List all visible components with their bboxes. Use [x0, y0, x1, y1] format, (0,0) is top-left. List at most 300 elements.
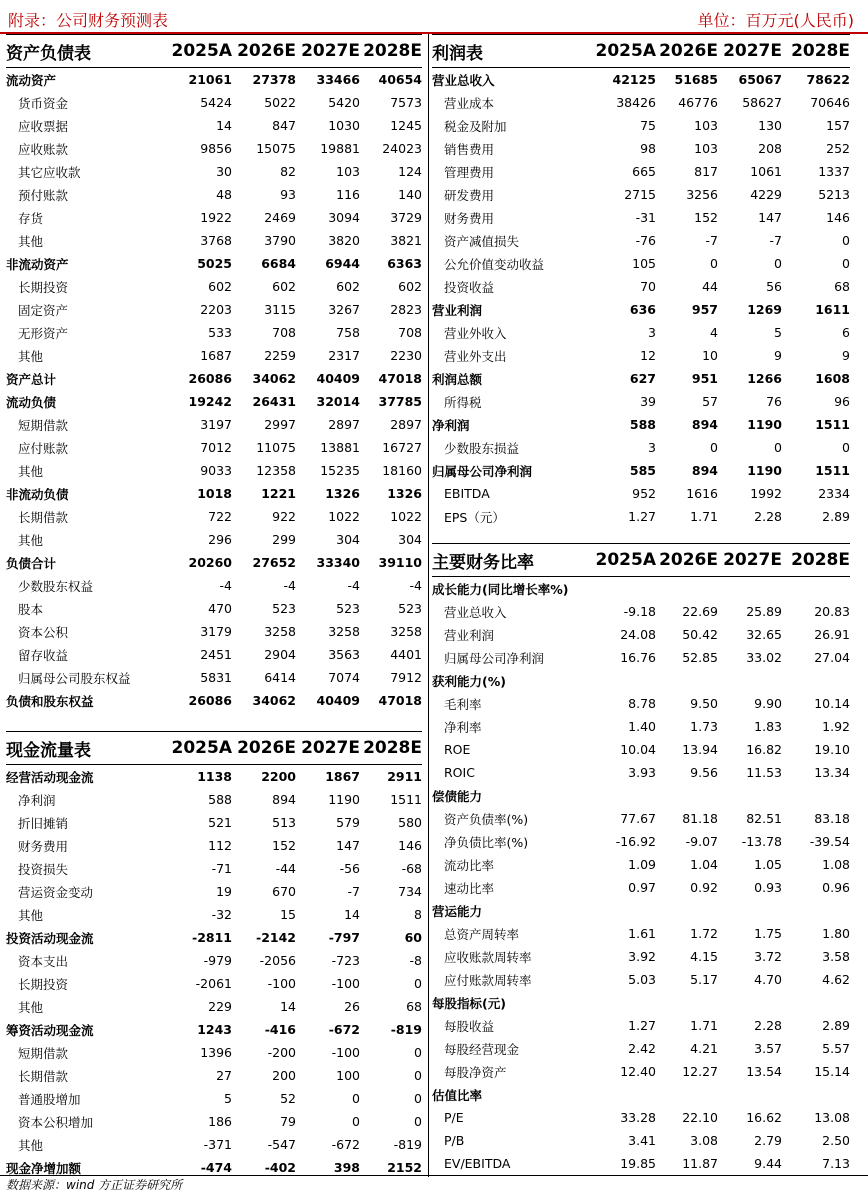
value-cell — [718, 669, 782, 692]
page-header — [0, 0, 868, 34]
value-cell: 22.10 — [682, 1110, 718, 1125]
value-cell: 19242 — [188, 394, 232, 409]
value-cell: 186 — [208, 1114, 232, 1129]
row-label: 每股净资产 — [444, 1064, 507, 1080]
row-label: 偿债能力 — [432, 788, 483, 804]
value-cell: 734 — [398, 884, 422, 899]
value-cell: 46776 — [678, 95, 718, 110]
row-label: 每股经营现金 — [444, 1041, 520, 1057]
value-cell: 10 — [702, 348, 718, 363]
value-cell: 5.17 — [690, 972, 718, 987]
value-cell: 5 — [224, 1091, 232, 1106]
value-cell: 37785 — [378, 394, 422, 409]
value-cell: 58627 — [742, 95, 782, 110]
value-cell — [656, 899, 718, 922]
value-cell: 3258 — [390, 624, 422, 639]
year-header: 2028E — [782, 35, 850, 68]
value-cell: 22.69 — [682, 604, 718, 619]
row-label: 其他 — [18, 532, 44, 548]
row-label: 其他 — [18, 463, 44, 479]
row-label: 普通股增加 — [18, 1091, 81, 1107]
value-cell: 523 — [272, 601, 296, 616]
table-row — [432, 945, 850, 968]
value-cell: 10.14 — [814, 696, 850, 711]
value-cell: 8.78 — [628, 696, 656, 711]
row-label: 净负债比率(%) — [444, 834, 529, 850]
table-row — [6, 229, 422, 252]
value-cell: -32 — [211, 907, 232, 922]
row-label: 流动资产 — [6, 72, 57, 88]
table-row — [6, 834, 422, 857]
value-cell: 1266 — [747, 371, 782, 386]
value-cell: 40409 — [316, 693, 360, 708]
value-cell: 5025 — [197, 256, 232, 271]
row-label: 折旧摊销 — [18, 815, 69, 831]
table-row — [432, 669, 850, 692]
table-row — [432, 229, 850, 252]
row-label: 获利能力(%) — [432, 673, 506, 689]
value-cell: 0 — [414, 1068, 422, 1083]
value-cell: -13.78 — [741, 834, 782, 849]
value-cell — [782, 991, 850, 1014]
row-label: 应收账款 — [18, 141, 69, 157]
value-cell: 579 — [336, 815, 360, 830]
value-cell: 7912 — [390, 670, 422, 685]
value-cell: 9033 — [200, 463, 232, 478]
value-cell: -8 — [409, 953, 422, 968]
row-label: 投资活动现金流 — [6, 930, 94, 946]
table-row — [6, 68, 422, 92]
row-label: 预付账款 — [18, 187, 69, 203]
row-label: 公允价值变动收益 — [444, 256, 545, 272]
value-cell: 60 — [404, 930, 422, 945]
value-cell: 1018 — [197, 486, 232, 501]
table-row — [432, 646, 850, 669]
row-label: 少数股东权益 — [18, 578, 94, 594]
value-cell — [718, 899, 782, 922]
table-title: 资产负债表 — [6, 35, 170, 68]
value-cell: 9.50 — [690, 696, 718, 711]
table-row — [6, 482, 422, 505]
row-label: 资产减值损失 — [444, 233, 520, 249]
value-cell: 38426 — [616, 95, 656, 110]
value-cell: 1.71 — [690, 1018, 718, 1033]
row-label: 营运能力 — [432, 903, 483, 919]
value-cell: 18160 — [382, 463, 422, 478]
value-cell: 103 — [694, 141, 718, 156]
value-cell: 1.92 — [822, 719, 850, 734]
value-cell: 5213 — [818, 187, 850, 202]
value-cell: 33466 — [316, 72, 360, 87]
value-cell: -9.07 — [685, 834, 718, 849]
table-row — [6, 114, 422, 137]
value-cell: 0.92 — [690, 880, 718, 895]
value-cell: 13881 — [320, 440, 360, 455]
value-cell: 1326 — [387, 486, 422, 501]
table-row — [6, 788, 422, 811]
table-row — [6, 857, 422, 880]
value-cell: 1.40 — [628, 719, 656, 734]
value-cell: 1867 — [325, 769, 360, 784]
value-cell: 26431 — [252, 394, 296, 409]
row-label: 营业利润 — [432, 302, 483, 318]
value-cell: 2.79 — [754, 1133, 782, 1148]
value-cell: 3258 — [328, 624, 360, 639]
row-label: ROIC — [444, 765, 475, 780]
row-label: 净利率 — [444, 719, 482, 735]
row-label: 资产负债率(%) — [444, 811, 529, 827]
table-row — [432, 1152, 850, 1175]
value-cell: -100 — [331, 976, 360, 991]
value-cell: 65067 — [738, 72, 782, 87]
value-cell: 1269 — [747, 302, 782, 317]
value-cell: 3820 — [328, 233, 360, 248]
value-cell: 1.08 — [822, 857, 850, 872]
value-cell — [592, 669, 656, 692]
table-row — [6, 298, 422, 321]
table-row — [6, 811, 422, 834]
year-header: 2026E — [656, 35, 718, 68]
row-label: 少数股东损益 — [444, 440, 520, 456]
value-cell: 585 — [629, 463, 656, 478]
value-cell: -71 — [211, 861, 232, 876]
row-label: 存货 — [18, 210, 44, 226]
value-cell — [592, 899, 656, 922]
value-cell: 1687 — [200, 348, 232, 363]
row-label: 速动比率 — [444, 880, 495, 896]
value-cell: 758 — [336, 325, 360, 340]
value-cell: 79 — [280, 1114, 296, 1129]
value-cell: 20260 — [188, 555, 232, 570]
value-cell: 4401 — [390, 647, 422, 662]
value-cell: 1.09 — [628, 857, 656, 872]
value-cell — [782, 784, 850, 807]
table-row — [6, 972, 422, 995]
value-cell: 146 — [398, 838, 422, 853]
value-cell: 523 — [336, 601, 360, 616]
value-cell: 533 — [208, 325, 232, 340]
value-cell: 2715 — [624, 187, 656, 202]
value-cell: 6363 — [387, 256, 422, 271]
value-cell: -100 — [267, 976, 296, 991]
value-cell: -7 — [347, 884, 360, 899]
table-row — [6, 183, 422, 206]
value-cell: 3094 — [328, 210, 360, 225]
value-cell: -200 — [267, 1045, 296, 1060]
row-label: 长期借款 — [18, 509, 69, 525]
value-cell: -2142 — [256, 930, 296, 945]
value-cell: 20.83 — [814, 604, 850, 619]
value-cell: 4.70 — [754, 972, 782, 987]
row-label: 长期借款 — [18, 1068, 69, 1084]
value-cell: 14 — [216, 118, 232, 133]
row-label: 财务费用 — [18, 838, 69, 854]
row-label: 利润总额 — [432, 371, 483, 387]
value-cell: 1.05 — [754, 857, 782, 872]
value-cell: 951 — [691, 371, 718, 386]
row-label: 其它应收款 — [18, 164, 81, 180]
value-cell: -7 — [705, 233, 718, 248]
value-cell: 1022 — [390, 509, 422, 524]
table-row — [432, 968, 850, 991]
value-cell: -68 — [401, 861, 422, 876]
value-cell: 2.28 — [754, 509, 782, 524]
value-cell: 1.71 — [690, 509, 718, 524]
value-cell: 3821 — [390, 233, 422, 248]
value-cell: 47018 — [378, 371, 422, 386]
value-cell: 15075 — [256, 141, 296, 156]
row-label: 现金净增加额 — [6, 1160, 82, 1176]
value-cell: 1396 — [200, 1045, 232, 1060]
row-label: 负债合计 — [6, 555, 57, 571]
table-row — [432, 505, 850, 528]
row-label: 筹资活动现金流 — [6, 1022, 94, 1038]
table-row — [432, 459, 850, 482]
row-label: 其他 — [18, 1137, 44, 1153]
table-row — [432, 367, 850, 390]
table-row — [432, 1083, 850, 1106]
value-cell: 1.80 — [822, 926, 850, 941]
value-cell: 152 — [694, 210, 718, 225]
row-label: 股本 — [18, 601, 44, 617]
row-label: 净利润 — [18, 792, 56, 808]
row-label: 留存收益 — [18, 647, 69, 663]
table-row — [432, 482, 850, 505]
value-cell: 0 — [414, 1114, 422, 1129]
value-cell: 299 — [272, 532, 296, 547]
value-cell: 3.93 — [628, 765, 656, 780]
value-cell: 76 — [766, 394, 782, 409]
value-cell: 50.42 — [682, 627, 718, 642]
value-cell: 56 — [766, 279, 782, 294]
row-label: 短期借款 — [18, 1045, 69, 1061]
value-cell: 19881 — [320, 141, 360, 156]
value-cell: 0 — [842, 256, 850, 271]
value-cell: -2056 — [259, 953, 296, 968]
value-cell: 14 — [344, 907, 360, 922]
value-cell: 40654 — [378, 72, 422, 87]
value-cell: 82.51 — [746, 811, 782, 826]
value-cell: 602 — [336, 279, 360, 294]
value-cell: 1.75 — [754, 926, 782, 941]
row-label: 成长能力(同比增长率%) — [432, 581, 569, 597]
value-cell: 2317 — [328, 348, 360, 363]
year-header: 2026E — [656, 544, 718, 577]
table-row — [6, 926, 422, 949]
value-cell: 26086 — [188, 371, 232, 386]
value-cell: 2.42 — [628, 1041, 656, 1056]
value-cell: 2152 — [387, 1160, 422, 1175]
value-cell: 9 — [774, 348, 782, 363]
table-row — [6, 91, 422, 114]
value-cell: 78622 — [806, 72, 850, 87]
value-cell — [782, 899, 850, 922]
value-cell: -416 — [264, 1022, 296, 1037]
value-cell: -2811 — [192, 930, 232, 945]
value-cell: 894 — [272, 792, 296, 807]
value-cell: 57 — [702, 394, 718, 409]
table-header-row — [432, 35, 850, 68]
table-row — [432, 160, 850, 183]
row-label: 经营活动现金流 — [6, 769, 94, 785]
row-label: 其他 — [18, 999, 44, 1015]
value-cell: 3115 — [264, 302, 296, 317]
row-label: 归属母公司股东权益 — [18, 670, 131, 686]
value-cell: 252 — [826, 141, 850, 156]
value-cell: 10.04 — [620, 742, 656, 757]
row-label: 负债和股东权益 — [6, 693, 94, 709]
value-cell: -31 — [635, 210, 656, 225]
value-cell: 3197 — [200, 417, 232, 432]
value-cell: 470 — [208, 601, 232, 616]
value-cell: 112 — [208, 838, 232, 853]
value-cell: 1221 — [261, 486, 296, 501]
value-cell: 208 — [758, 141, 782, 156]
value-cell: 6684 — [261, 256, 296, 271]
value-cell: 2230 — [390, 348, 422, 363]
row-label: 归属母公司净利润 — [432, 463, 533, 479]
row-label: 其他 — [18, 348, 44, 364]
value-cell: 6944 — [325, 256, 360, 271]
table-row — [6, 666, 422, 689]
table-row — [432, 1014, 850, 1037]
row-label: ROE — [444, 742, 471, 757]
table-row — [6, 252, 422, 275]
value-cell: 580 — [398, 815, 422, 830]
value-cell: 40409 — [316, 371, 360, 386]
value-cell: -4 — [283, 578, 296, 593]
value-cell: 1.27 — [628, 1018, 656, 1033]
value-cell: 13.54 — [746, 1064, 782, 1079]
row-label: 固定资产 — [18, 302, 69, 318]
table-row — [6, 1041, 422, 1064]
value-cell: 1326 — [325, 486, 360, 501]
row-label: 估值比率 — [432, 1087, 483, 1103]
value-cell: 3258 — [264, 624, 296, 639]
year-header: 2027E — [296, 35, 360, 68]
value-cell: 1611 — [815, 302, 850, 317]
value-cell: 5424 — [200, 95, 232, 110]
value-cell: 19.10 — [814, 742, 850, 757]
value-cell: 33340 — [316, 555, 360, 570]
value-cell: 602 — [272, 279, 296, 294]
year-header: 2028E — [360, 732, 422, 765]
value-cell: 602 — [398, 279, 422, 294]
row-label: 非流动资产 — [6, 256, 69, 272]
row-label: EPS（元） — [444, 509, 505, 525]
table-row — [432, 275, 850, 298]
value-cell: 147 — [758, 210, 782, 225]
value-cell: -100 — [331, 1045, 360, 1060]
value-cell: 952 — [632, 486, 656, 501]
value-cell: 2997 — [264, 417, 296, 432]
value-cell: 4.62 — [822, 972, 850, 987]
year-header: 2028E — [782, 544, 850, 577]
value-cell: -4 — [219, 578, 232, 593]
value-cell: 7.13 — [822, 1156, 850, 1171]
value-cell: 0.93 — [754, 880, 782, 895]
value-cell: 32014 — [316, 394, 360, 409]
value-cell: 2259 — [264, 348, 296, 363]
value-cell: 11.53 — [746, 765, 782, 780]
value-cell: 105 — [632, 256, 656, 271]
value-cell: 24023 — [382, 141, 422, 156]
value-cell: 13.94 — [682, 742, 718, 757]
value-cell: 200 — [272, 1068, 296, 1083]
cash-flow-table — [6, 731, 422, 1179]
value-cell: 0 — [774, 256, 782, 271]
value-cell — [782, 1083, 850, 1106]
table-row — [432, 137, 850, 160]
row-label: 营业成本 — [444, 95, 495, 111]
value-cell: 1.73 — [690, 719, 718, 734]
value-cell: 52.85 — [682, 650, 718, 665]
unit-label: 单位：百万元(人民币) — [697, 11, 854, 30]
value-cell: 34062 — [252, 693, 296, 708]
row-label: 资本公积 — [18, 624, 69, 640]
row-label: P/E — [444, 1110, 464, 1125]
value-cell: 116 — [336, 187, 360, 202]
value-cell: -7 — [769, 233, 782, 248]
value-cell — [592, 577, 656, 601]
value-cell: 19 — [216, 884, 232, 899]
value-cell: 1190 — [747, 417, 782, 432]
value-cell: 0 — [414, 1091, 422, 1106]
value-cell: 1511 — [815, 463, 850, 478]
value-cell: 75 — [640, 118, 656, 133]
row-label: 短期借款 — [18, 417, 69, 433]
row-label: 长期投资 — [18, 279, 69, 295]
table-row — [432, 922, 850, 945]
value-cell: 2.89 — [822, 509, 850, 524]
value-cell: 9.44 — [754, 1156, 782, 1171]
value-cell: 2823 — [390, 302, 422, 317]
value-cell — [592, 784, 656, 807]
table-row — [432, 853, 850, 876]
value-cell: 14 — [280, 999, 296, 1014]
row-label: 营运资金变动 — [18, 884, 94, 900]
value-cell: 5.57 — [822, 1041, 850, 1056]
value-cell: 4229 — [750, 187, 782, 202]
appendix-title: 附录：公司财务预测表 — [8, 11, 169, 30]
row-label: 营业总收入 — [432, 72, 495, 88]
value-cell: 1511 — [815, 417, 850, 432]
value-cell: 103 — [336, 164, 360, 179]
value-cell: 229 — [208, 999, 232, 1014]
value-cell — [782, 577, 850, 601]
table-row — [6, 160, 422, 183]
value-cell: 33.02 — [746, 650, 782, 665]
value-cell: 3.08 — [690, 1133, 718, 1148]
value-cell: -56 — [339, 861, 360, 876]
value-cell: 98 — [640, 141, 656, 156]
value-cell: -819 — [393, 1137, 422, 1152]
value-cell: 1030 — [328, 118, 360, 133]
value-cell: 77.67 — [620, 811, 656, 826]
value-cell — [718, 577, 782, 601]
value-cell: 12358 — [256, 463, 296, 478]
value-cell: 2897 — [328, 417, 360, 432]
value-cell: 5.03 — [628, 972, 656, 987]
value-cell: 894 — [691, 417, 718, 432]
year-header: 2028E — [360, 35, 422, 68]
financial-ratios-table — [432, 543, 850, 1175]
row-label: 财务费用 — [444, 210, 495, 226]
value-cell: 1511 — [390, 792, 422, 807]
value-cell: 1245 — [390, 118, 422, 133]
table-row — [6, 436, 422, 459]
value-cell: 34062 — [252, 371, 296, 386]
